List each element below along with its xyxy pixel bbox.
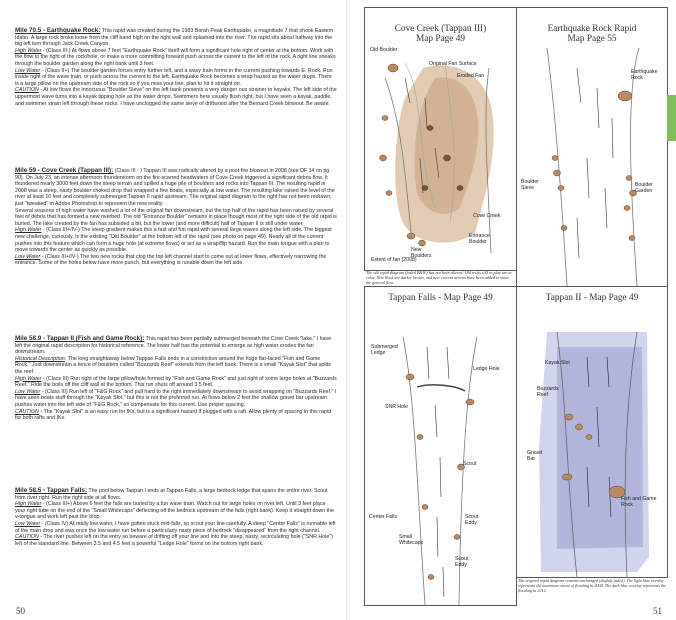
label-scout-eddy-2: Scout Eddy [455,556,469,568]
paragraph-label: Low Water [15,67,41,74]
section-intro [15,336,337,356]
label-scout-1: Scout [463,461,477,467]
section-intro [15,28,337,48]
tappan-falls-drawing [365,287,516,605]
section-paragraph [15,389,337,409]
label-kayak-slot: Kayak Slot [545,360,570,366]
paragraph-text: : The long straightaway below Tappan Falls ends in a constriction around the huge flat-faced "Fish and Game Rock." Just downstream a fence of boulders called "Buzzards Reef" extends from the left bank. There is a small "Kayak Slot" that splits the reef. [15,355,331,375]
paragraph-label: High Water [15,375,42,382]
right-page-number: 51 [653,606,662,616]
label-fish-and-game-rock: Fish and Game Rock [621,496,657,508]
label-ledge-hole: Ledge Hole [473,366,500,372]
paragraph-text: Several seasons of high water have washed a lot of the original fan downstream, but the top half of the rapid has been raised by several feet of debris that has formed a new riverbed. The old "Entrance Boulder" remains in place though most of the right side of the old rapid is buried. The lake created by the fan has subsided a bit, but the lower (and more difficult) half of Tappan II is still under water. [15,207,337,227]
cove-creek-caption: The old rapid diagram (faded B&W) has not been altered. Old rocks still in play are in color. New Rock are darker brown, and new current arrows have been added to show the general flow. [366,270,512,285]
earthquake-rock-title: Earthquake Rock Rapid [547,24,637,34]
paragraph-label: Low Water [15,253,41,260]
section-intro [15,168,337,208]
label-buzzards-reef: Buzzards Reef [537,386,559,398]
paragraph-text: This rapid was created during the 1983 Borah Peak Earthquake, a magnitude 7 that shook Eastern Idaho. A large rock broke loose from the cliff band high on the right wall and splashed into the river. The rapid sits about halfway into the big left turn through Jack Creek Canyon. [15,28,334,48]
label-new-boulders: New Boulders [411,247,432,259]
label-old-boulder: Old Boulder [370,47,398,53]
label-snr-hole: SNR Hole [385,404,409,410]
paragraph-label: High Water [15,227,42,234]
section-intro [15,488,337,501]
section-heading: Mile 59 - Cove Creek (Tappan III): [15,167,114,174]
paragraph-text: - The river pushes left on the entry so beware of drifting off your line and into the steep, nasty, recirculating hole ("SNR Hole") left of the standard line. Between 3.5 and 4.5 feet a powerful "Ledge Hole" forms on the bottom right bank. [15,534,333,547]
section-paragraph [15,501,337,521]
paragraph-text: - (Class III-) At flows above 7 feet "Earthquake Rock" itself will form a significant hole right of center at the bottom. Work with the flow to the right of the rock/hole, or make a more committing forward push across the current to the left of the rock. A right line sneaks through the boulder garden along the right bank until 3 feet. [15,47,336,67]
label-gravel-bar: Gravel Bar [527,450,543,462]
map-earthquake-rock [516,7,668,287]
section-paragraph [15,376,337,389]
section-heading: Mile 70.5 - Earthquake Rock: [15,27,101,34]
paragraph-text: - (Class III) Run left of "F&G Rock" and pull hard to the right immediately downstream to avoid wrapping on "Buzzards Reef." I have seen boats stuff through the "Kayak Slot," but this is not the preferred run. At flows below 2 feet the shallow gravel bar upstream pushes water into the left side of "F&G Rock," so compensate for this current. Use proper spacing. [15,388,337,408]
left-page-number: 50 [16,606,25,616]
paragraph-label: Low Water [15,520,41,527]
section-tappan-falls [15,488,337,547]
tappan-ii-drawing [517,287,667,577]
earthquake-rock-drawing [517,8,667,286]
tappan-ii-title: Tappan II - Map Page 49 [545,293,639,303]
section-paragraph [15,534,337,547]
right-page [348,0,676,620]
paragraph-text: (Class III - ) Tappan III was radically altered by a post-fire blowout in 2008 (see DF 14 on pg. 90). On July 23, an intense afternoon thunderstorm on the fire-scarred headwaters of Cove Creek triggered a significant debris flow. It thundered nearly 3000 feet down the steep terrain and spilled a huge pile of boulders and rocks into Tappan III. The resulting rapid in 2008 was a steep, nasty boulder choked drop that wrapped a few boats, especially at low water. The resulting lake raised the level of the river at least 10 feet and completely submerged Tappan II rapid upstream. The original rapid diagram to the right has not been redrawn, just "tweaked" in Adobe Photoshop to represent the new reality. [15,168,335,207]
paragraph-text: - The "Kayak Slot" is an easy run for IKs, but is a significant hazard if plugged with a raft. Allow plenty of spacing in this rapid for both rafts and IKs. [15,408,332,422]
section-paragraph [15,254,337,267]
tappan-ii-caption: The original rapid diagram remains unchanged (slightly faded). The light blue overlay represents the maximum extent of flooding in 2008. The dark blue overlay represents the flooding in 2012. [518,578,667,593]
label-extent-of-fan: Extent of fan (2008) [371,257,417,263]
label-center-falls: Center Falls [369,514,397,520]
label-eroded-fan: Eroded Fan [457,73,485,79]
label-submerged-ledge: Submerged Ledge [371,344,398,356]
cove-creek-map-page: Map Page 49 [415,34,466,44]
section-heading: Mile 58.5 - Tappan Falls: [15,487,87,494]
paragraph-text: - (Class III+) Above 6 feet the falls are buried by a fun wave train. Watch out for large holes on river left. Until 3 feet place your right tube on the end of the "Small Whitecaps" deflecting off the bedrock upstream of the falls (right bank). Keep it straight down the v-tongue and work left past the drop. [15,501,335,521]
paragraph-label: High Water [15,501,42,508]
chapter-tab [667,95,676,141]
paragraph-text: - (Class IV) At really low water, I have gotten stuck mid-falls, so scout your line carefully. A steep "Center Falls" is runnable left of the main drop and was once the low water run before a particularly nasty piece of bedrock "disappeared" from the right channel. [15,520,336,534]
paragraph-text: - (Class III+/IV-) The steep gradient makes this a fast and fun rapid with several large waves along the left side. The biggest new challenge, curiously, is the existing "Old Boulder" at the bottom left of the rapid (see photo on page 49). Nearly all of the current pushes into this feature which can form a huge hole (at extreme flows) or act as a wrap/flip hazard. Run the main tongue with a plan to move towards the center as quickly as possible. [15,227,332,254]
paragraph-text: - (Class II+) The boulder garden forces entry further left, and a wavy train forms in the current pushing towards E. Rock. Run inside right of the wave train, or push across the current to the left. Earthquake Rock becomes a wrap hazard as the water drops. There is a large pillow on the upstream side of the rock so if you miss your line, plan to hit it straight on. [15,67,333,87]
paragraph-label: CAUTION [15,534,39,541]
label-cove-creek: Cove Creek [473,213,501,219]
section-paragraph [15,48,337,68]
label-small-whitecaps: Small Whitecaps [399,534,424,546]
label-earthquake-rock: Earthquake Rock [631,69,658,81]
section-cove-creek [15,168,337,267]
section-paragraph [15,87,337,107]
paragraph-label: CAUTION [15,87,39,94]
label-boulder-sieve: Boulder Sieve [521,179,539,191]
section-paragraph [15,227,337,253]
section-paragraph [15,521,337,534]
paragraph-text: - At low flows the innocuous "Boulder Sieve" on the left bank presents a very danger ous strainer to kayaks. The left side of the uppermost wave turns into a kayak tipping hole as the water drops. Swimmers here usually flush right, but I have seen a kayak, paddle, and swimmer strain left through these rocks. I have unclogged the same sieve of driftwood after the Bernard Creek blowout. Be aware. [15,87,337,107]
paragraph-label: Low Water [15,388,41,395]
paragraph-text: - (Class III+/IV-) The two new rocks that clog the top left channel start to come out at lower flows, effectively narrowing the entrance. Some of the holes below have more punch, but everything is runable down the left side. [15,253,327,267]
section-paragraph [15,356,337,376]
paragraph-label: CAUTION [15,408,39,415]
paragraph-label: Historical Description [15,355,65,362]
cove-creek-title: Cove Creek (Tappan III) [394,24,487,34]
section-paragraph [15,409,337,422]
label-boulder-garden: Boulder Garden [635,182,653,194]
section-paragraph [15,68,337,88]
map-tappan-ii [516,286,668,578]
label-original-fan-surface: Original Fan Surface [429,61,477,67]
label-entrance-boulder: Entrance Boulder [469,233,490,245]
tappan-falls-title: Tappan Falls - Map Page 49 [388,293,493,303]
paragraph-text: - (Class III) Run right of the large pillow/hole formed by "Fish and Game Rock" and just right of some large holes at "Buzzards Reef." Ride the boils off the cliff wall at the bottom. This run shuts off around 3.5 feet. [15,375,337,389]
section-paragraph [15,208,337,228]
map-tappan-falls [364,286,517,606]
paragraph-label: High Water [15,47,42,54]
section-earthquake-rock [15,28,337,107]
section-tappan-ii [15,336,337,422]
paragraph-text: This rapid has been partially submerged beneath the Cove Creek "lake." I have left the original rapid description for historical reference. The lower half has the potential to emerge as high water erodes the fan downstream. [15,336,332,356]
paragraph-text: The pool below Tappan I ends at Tappan Falls, a large bedrock ledge that spans the entire river. Scout from river right. Run the right side at all flows. [15,488,328,501]
map-cove-creek [364,7,517,271]
label-scout-eddy-1: Scout Eddy [465,514,479,526]
section-heading: Mile 58.9 - Tappan II (Fish and Game Rock): [15,335,145,342]
earthquake-rock-map-page: Map Page 55 [567,34,617,44]
